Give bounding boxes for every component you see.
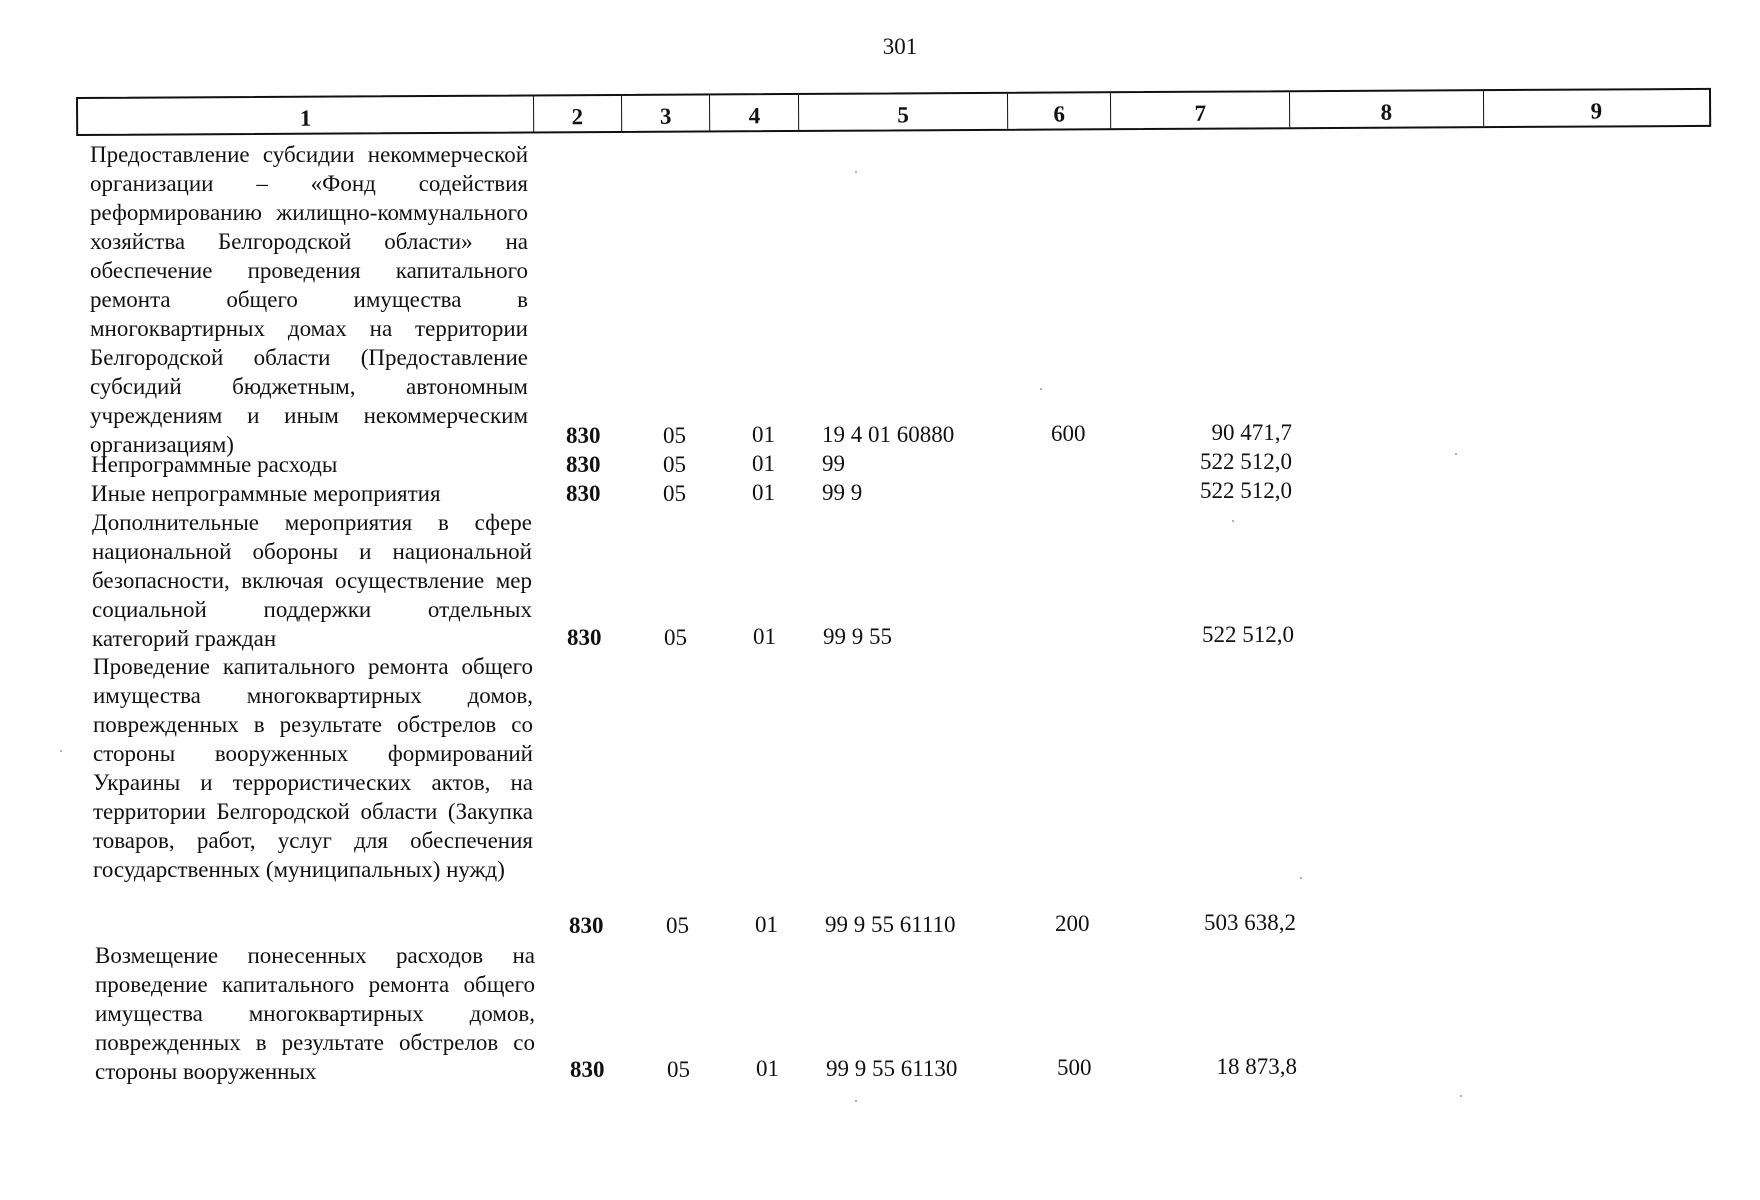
scan-speck [1455,453,1457,455]
row-code-col3: 05 [667,1057,690,1082]
row-code-col5: 19 4 01 60880 [822,422,955,447]
scan-speck [1232,520,1234,522]
row-code-col2: 830 [567,625,602,650]
row-code-col4: 01 [752,480,775,505]
row-description: Дополнительные мероприятия в сфере национальной обороны и национальной безопасности, включая осуществление мер социальной поддержки отдельных категорий граждан [92,510,532,651]
row-amount-col7: 522 512,0 [1200,449,1292,474]
scan-speck [1040,388,1042,390]
header-col-4: 4 [710,95,799,130]
row-amount-col7: 522 512,0 [1202,622,1294,647]
row-code-col2: 830 [569,913,604,938]
row-amount-col7: 503 638,2 [1204,910,1296,935]
row-description: Предоставление субсидии некоммерческой организации – «Фонд содействия реформированию жилищно-коммунального хозяйства Белгородской области» на обеспечение проведения капитального ремонта общего имущества в многоквартирных домах на территории Белгородской области (Предоставление субсидий бюджетным, автономным учреждениям и иным некоммерческим организациям) [90,142,528,457]
scan-speck [60,750,62,752]
row-code-col4: 01 [756,1056,779,1081]
row-code-col3: 05 [663,481,686,506]
row-code-col3: 05 [666,913,689,938]
header-col-8: 8 [1290,91,1484,127]
row-code-col6: 500 [1057,1055,1092,1080]
header-col-1: 1 [78,96,534,134]
header-col-9: 9 [1590,97,1603,124]
row-code-col3: 05 [663,452,686,477]
row-code-col2: 830 [570,1057,605,1082]
row-description: Непрограммные расходы [91,452,338,477]
row-code-col3: 05 [663,423,686,448]
scan-speck [855,171,857,173]
scan-speck [1300,877,1302,879]
row-description: Проведение капитального ремонта общего имущества многоквартирных домов, поврежденных в результате обстрелов со стороны вооруженных формирований Украины и террористических актов, на территории Белгородской области (Закупка товаров, работ, услуг для обеспечения государственных (муниципальных) нужд) [93,654,533,882]
row-code-col2: 830 [566,423,601,448]
page-number: 301 [882,34,918,59]
row-amount-col7: 90 471,7 [1211,420,1292,445]
row-code-col2: 830 [566,481,601,506]
row-amount-col7: 18 873,8 [1216,1054,1297,1079]
row-code-col5: 99 9 55 61110 [825,912,956,937]
row-code-col6: 200 [1055,911,1090,936]
row-code-col4: 01 [753,624,776,649]
row-description: Иные непрограммные мероприятия [91,481,441,506]
row-amount-col7: 522 512,0 [1200,478,1292,503]
row-code-col2: 830 [566,452,601,477]
row-code-col4: 01 [752,451,775,476]
row-code-col4: 01 [755,912,778,937]
header-col-5: 5 [799,94,1008,130]
scan-speck [1460,1095,1462,1097]
row-code-col5: 99 9 [822,480,863,505]
row-code-col5: 99 9 55 [823,624,892,649]
header-col-2: 2 [534,96,622,131]
row-description: Возмещение понесенных расходов на проведение капитального ремонта общего имущества многоквартирных домов, поврежденных в результате обстрелов со стороны вооруженных [95,943,535,1084]
row-code-col5: 99 [822,451,845,476]
row-code-col4: 01 [752,422,775,447]
row-code-col3: 05 [664,625,687,650]
header-col-3: 3 [622,95,711,130]
row-code-col6: 600 [1051,421,1086,446]
row-code-col5: 99 9 55 61130 [826,1056,958,1081]
header-col-6: 6 [1008,93,1112,129]
header-col-7: 7 [1111,92,1290,128]
scan-speck [855,1100,857,1102]
